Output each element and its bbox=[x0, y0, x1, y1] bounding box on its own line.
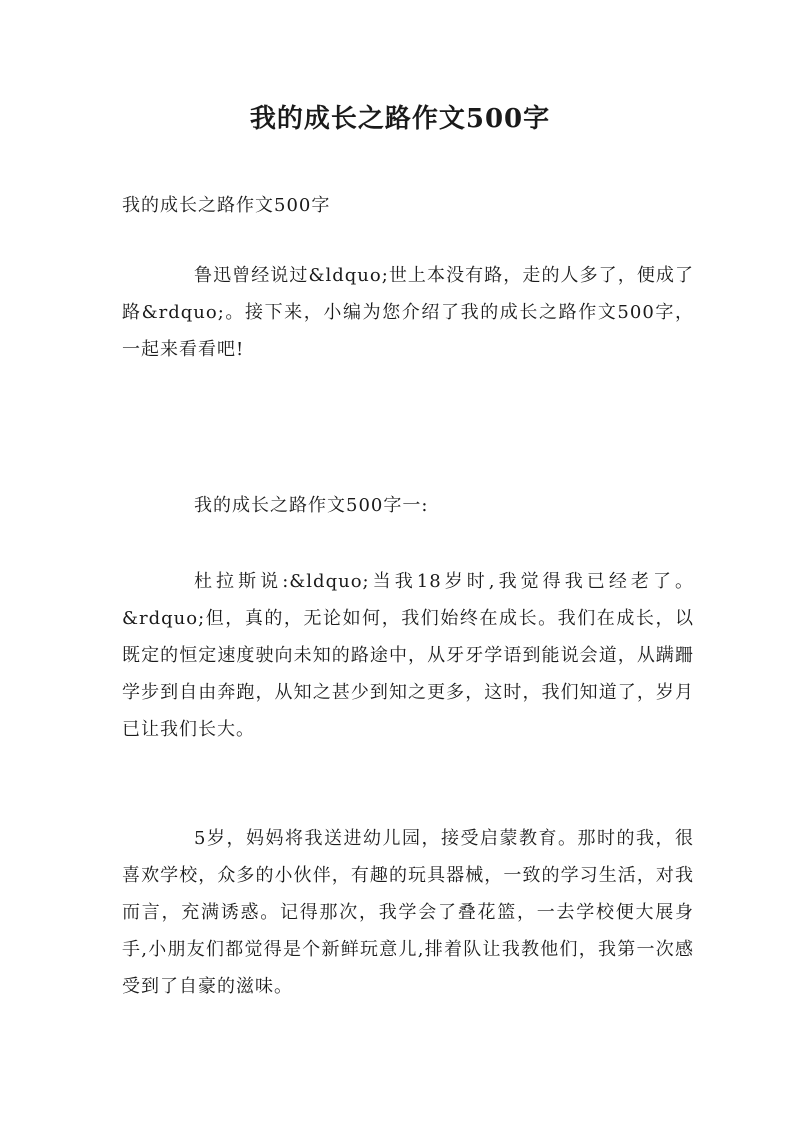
body-paragraph-2: 5岁，妈妈将我送进幼儿园，接受启蒙教育。那时的我，很喜欢学校，众多的小伙伴，有趣的玩具器械，一致的学习生活，对我而言，充满诱惑。记得那次，我学会了叠花篮，一去学校便大展身手,小朋友们都觉得是个新鲜玩意儿,排着队让我教他们，我第一次感受到了自豪的滋味。 bbox=[122, 828, 694, 997]
intro-paragraph: 鲁迅曾经说过&ldquo;世上本没有路，走的人多了，便成了路&rdquo;。接下来，小编为您介绍了我的成长之路作文500字，一起来看看吧! bbox=[122, 265, 694, 360]
document-title: 我的成长之路作文500字 bbox=[249, 104, 551, 134]
section-heading: 我的成长之路作文500字一: bbox=[194, 495, 429, 516]
body-paragraph-1: 杜拉斯说:&ldquo;当我18岁时,我觉得我已经老了。&rdquo;但，真的，无论如何，我们始终在成长。我们在成长，以既定的恒定速度驶向未知的路途中，从牙牙学语到能说会道，从蹒跚学步到自由奔跑，从知之甚少到知之更多，这时，我们知道了，岁月已让我们长大。 bbox=[122, 571, 694, 740]
document-subtitle: 我的成长之路作文500字 bbox=[122, 195, 331, 216]
